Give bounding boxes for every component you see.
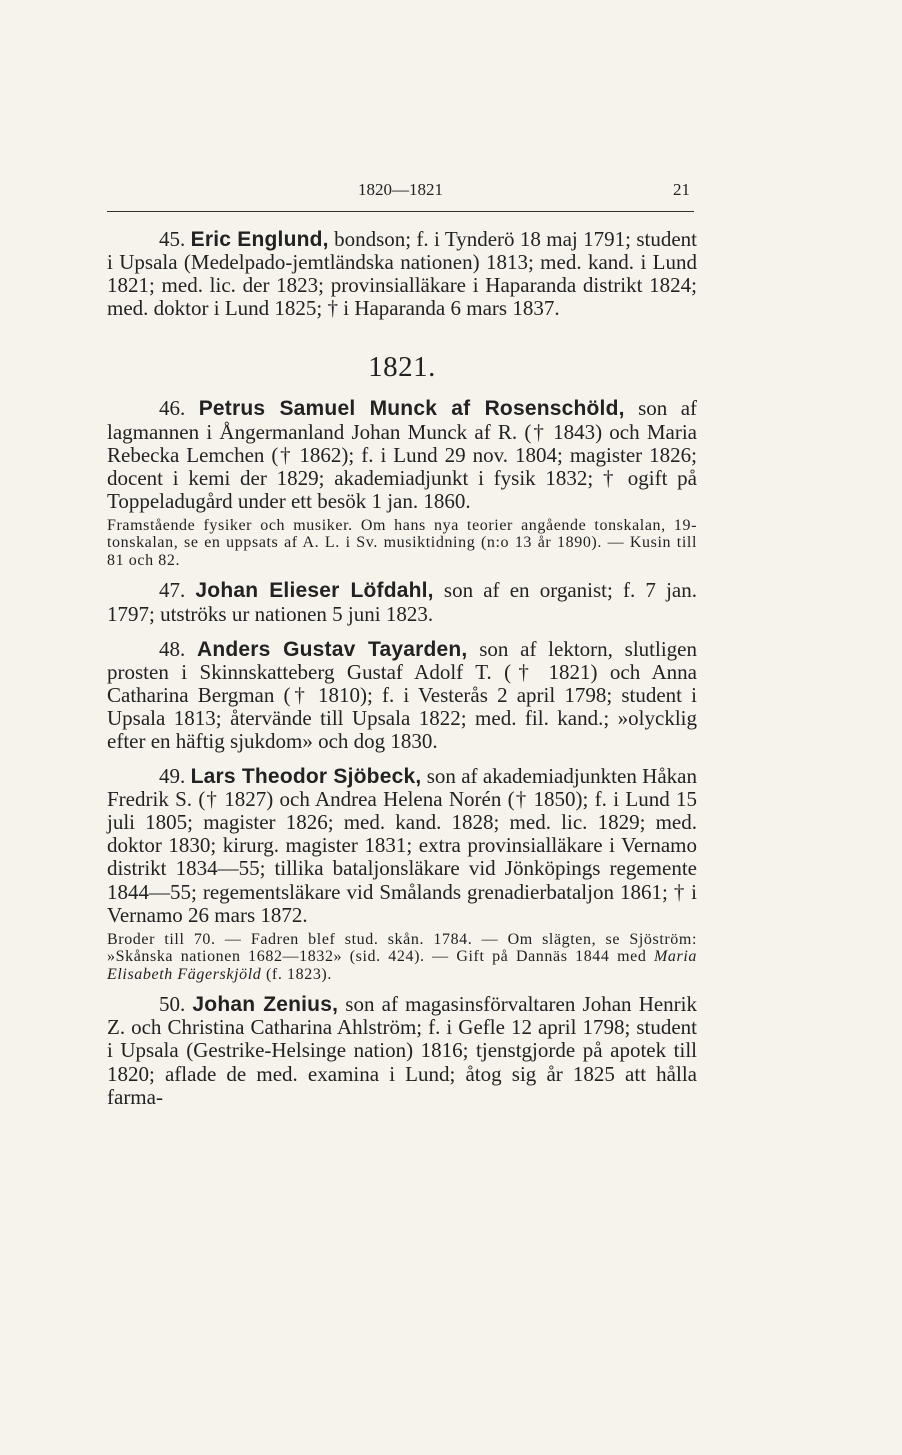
entry-text: son af akademiadjunkten Håkan Fredrik S. († 1827) och Andrea Helena Norén († 1850); f. i Lund 15 juli 1805; magister 1826; med. kand. 1828; med. lic. 1829; med. doktor 1830; kirurg. magister 1831; extra provinsialläkare i Vernamo distrikt 1834—55; tillika bataljonsläkare vid Jönköpings regemente 1844—55; regementsläkare vid Smålands grenadierbataljon 1861; † i Vernamo 26 mars 1872. xyxy=(107,764,697,927)
page-header xyxy=(107,180,694,214)
entry-number: 50. xyxy=(159,992,186,1017)
entry-45 xyxy=(107,228,697,320)
entry-number: 48. xyxy=(159,636,186,661)
running-head: 1820—1821 xyxy=(358,180,443,199)
year-heading: 1821. xyxy=(368,351,436,384)
entry-49 xyxy=(107,765,697,927)
entry-note xyxy=(107,931,697,984)
entry-number: 47. xyxy=(159,578,186,603)
entry-text: son af en organist; f. 7 jan. 1797; utströks ur nationen 5 juni 1823. xyxy=(107,578,697,626)
body-text xyxy=(107,228,697,1121)
entry-name: Johan Zenius, xyxy=(192,993,339,1017)
entry-text: bondson; f. i Tynderö 18 maj 1791; student i Upsala (Medelpado-jemtländska nationen) 1813; med. kand. i Lund 1821; med. lic. der 1823; provinsialläkare i Haparanda distrikt 1824; med. doktor i Lund 1825; † i Haparanda 6 mars 1837. xyxy=(107,227,697,321)
entry-number: 45. xyxy=(159,227,186,251)
entry-name: Eric Englund, xyxy=(190,228,329,251)
entry-name: Petrus Samuel Munck af Rosenschöld, xyxy=(198,397,625,421)
entry-name: Anders Gustav Tayarden, xyxy=(197,637,468,661)
entry-50 xyxy=(107,993,697,1108)
entry-note: Framstående fysiker och musiker. Om hans nya teorier angående tonskalan, 19-tonskalan, se en uppsats af A. L. i Sv. musiktidning (n:o 13 år 1890). — Kusin till 81 och 82. xyxy=(107,516,697,569)
entry-number: 49. xyxy=(159,764,186,789)
entry-text: son af magasinsförvaltaren Johan Henrik Z. och Christina Catharina Ahlström; f. i Gefle 12 april 1798; student i Upsala (Gestrike-Helsinge nation) 1816; tjenstgjorde på apotek till 1820; aflade de med. examina i Lund; åtog sig år 1825 att hålla farma- xyxy=(107,992,698,1109)
header-rule xyxy=(107,211,694,212)
note-text-end: (f. 1823). xyxy=(265,965,332,983)
entry-46 xyxy=(107,397,697,512)
page-number: 21 xyxy=(673,180,690,199)
entry-name: Johan Elieser Löfdahl, xyxy=(195,579,434,603)
entry-47 xyxy=(107,579,697,625)
entry-text: son af lektorn, slutligen prosten i Skinnskatteberg Gustaf Adolf T. († 1821) och Anna Catharina Bergman († 1810); f. i Vesterås 2 april 1798; student i Upsala 1813; återvände till Upsala 1822; med. fil. kand.; »olycklig efter en häftig sjukdom» och dog 1830. xyxy=(107,636,697,753)
note-text: Broder till 70. — Fadren blef stud. skån. 1784. — Om slägten, se Sjöström: »Skånska nationen 1682—1832» (sid. 424). — Gift på Dannäs 1844 med xyxy=(107,930,697,966)
entry-number: 46. xyxy=(159,396,186,421)
entry-text: son af lagmannen i Ångermanland Johan Munck af R. († 1843) och Maria Rebecka Lemchen († 1862); f. i Lund 29 nov. 1804; magister 1826; docent i kemi der 1829; akademiadjunkt i fysik 1832; † ogift på Toppeladugård under ett besök 1 jan. 1860. xyxy=(107,396,698,513)
note-italic-name: Maria Elisabeth Fägerskjöld xyxy=(107,948,697,983)
entry-48 xyxy=(107,638,697,753)
entry-name: Lars Theodor Sjöbeck, xyxy=(190,765,422,789)
